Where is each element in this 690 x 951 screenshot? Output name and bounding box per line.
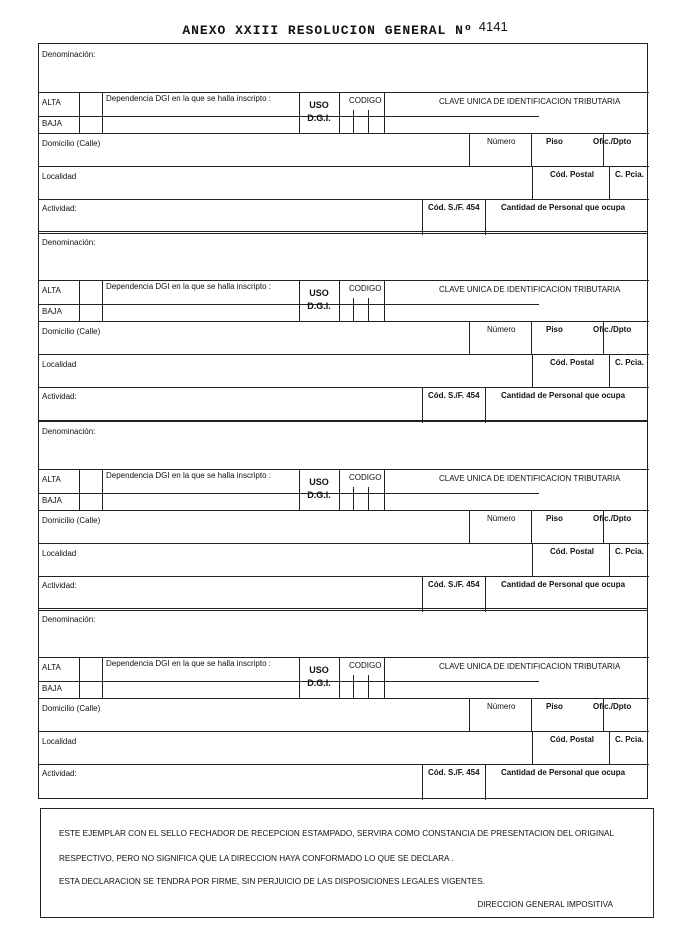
uso-dgi-label — [301, 664, 337, 690]
rule-vertical — [485, 764, 486, 800]
label-numero: Número — [487, 325, 516, 334]
rule-vertical — [368, 487, 369, 510]
label-oficina: Ofic./Dpto — [593, 702, 632, 711]
rule-horizontal — [39, 698, 649, 699]
label-piso: Piso — [546, 702, 563, 711]
rule-vertical — [531, 510, 532, 543]
rule-vertical — [102, 657, 103, 698]
label-cantidad: Cantidad de Personal que ocupa — [501, 580, 626, 589]
registration-block — [38, 420, 648, 611]
label-cantidad: Cantidad de Personal que ocupa — [501, 203, 626, 212]
label-dependencia: Dependencia DGI en la que se halla inscripto : — [106, 659, 271, 668]
label-actividad: Actividad: — [42, 392, 77, 401]
rule-vertical — [79, 92, 80, 133]
rule-vertical — [299, 469, 300, 510]
rule-vertical — [609, 543, 610, 576]
rule-vertical — [299, 657, 300, 698]
label-codigo: CODIGO — [349, 96, 382, 105]
label-uso: USO — [309, 665, 329, 675]
label-numero: Número — [487, 514, 516, 523]
rule-horizontal — [39, 469, 649, 470]
rule-horizontal — [39, 731, 649, 732]
rule-horizontal — [39, 543, 649, 544]
rule-vertical — [469, 133, 470, 166]
rule-vertical — [102, 280, 103, 321]
label-dgi: D.G.I. — [307, 490, 331, 500]
rule-vertical — [485, 387, 486, 423]
rule-vertical — [609, 354, 610, 387]
rule-horizontal — [39, 280, 649, 281]
label-baja: BAJA — [42, 119, 63, 128]
rule-vertical — [532, 543, 533, 576]
rule-horizontal — [39, 166, 649, 167]
label-baja: BAJA — [42, 684, 63, 693]
label-denominacion: Denominación: — [42, 238, 96, 247]
label-clave: CLAVE UNICA DE IDENTIFICACION TRIBUTARIA — [439, 662, 621, 671]
resolution-number: 4141 — [478, 19, 508, 34]
label-provincia: C. Pcia. — [615, 547, 644, 556]
rule-horizontal — [39, 576, 649, 577]
rule-vertical — [609, 166, 610, 199]
label-cod-sf: Cód. S./F. 454 — [428, 203, 480, 212]
rule-vertical — [485, 199, 486, 235]
label-baja: BAJA — [42, 496, 63, 505]
title-text: ANEXO XXIII RESOLUCION GENERAL Nº — [182, 23, 473, 38]
rule-vertical — [299, 280, 300, 321]
rule-vertical — [384, 469, 385, 510]
label-provincia: C. Pcia. — [615, 170, 644, 179]
label-denominacion: Denominación: — [42, 50, 96, 59]
label-cod-postal: Cód. Postal — [550, 358, 595, 367]
label-localidad: Localidad — [42, 360, 77, 369]
uso-dgi-label — [301, 99, 337, 125]
label-oficina: Ofic./Dpto — [593, 137, 632, 146]
label-codigo: CODIGO — [349, 284, 382, 293]
label-clave: CLAVE UNICA DE IDENTIFICACION TRIBUTARIA — [439, 474, 621, 483]
label-numero: Número — [487, 137, 516, 146]
rule-horizontal — [39, 657, 649, 658]
label-cod-sf: Cód. S./F. 454 — [428, 580, 480, 589]
label-dependencia: Dependencia DGI en la que se halla inscripto : — [106, 282, 271, 291]
rule-vertical — [353, 110, 354, 133]
notice-line-3: ESTA DECLARACION SE TENDRA POR FIRME, SIN PERJUICIO DE LAS DISPOSICIONES LEGALES VIGENTES. — [59, 877, 486, 886]
label-alta: ALTA — [42, 475, 61, 484]
rule-horizontal — [39, 199, 649, 200]
label-cantidad: Cantidad de Personal que ocupa — [501, 391, 626, 400]
rule-vertical — [422, 199, 423, 235]
label-provincia: C. Pcia. — [615, 358, 644, 367]
rule-vertical — [339, 280, 340, 321]
label-cantidad: Cantidad de Personal que ocupa — [501, 768, 626, 777]
document-title — [0, 19, 690, 38]
label-piso: Piso — [546, 325, 563, 334]
rule-vertical — [299, 92, 300, 133]
rule-vertical — [384, 657, 385, 698]
rule-horizontal — [39, 354, 649, 355]
label-cod-postal: Cód. Postal — [550, 735, 595, 744]
label-alta: ALTA — [42, 286, 61, 295]
label-dependencia: Dependencia DGI en la que se halla inscripto : — [106, 94, 271, 103]
rule-vertical — [532, 166, 533, 199]
label-uso: USO — [309, 100, 329, 110]
rule-vertical — [353, 675, 354, 698]
rule-horizontal — [39, 321, 649, 322]
rule-vertical — [532, 731, 533, 764]
rule-vertical — [422, 576, 423, 612]
label-dgi: D.G.I. — [307, 113, 331, 123]
notice-box — [40, 808, 654, 918]
rule-vertical — [79, 469, 80, 510]
rule-vertical — [469, 698, 470, 731]
rule-vertical — [102, 469, 103, 510]
label-cod-sf: Cód. S./F. 454 — [428, 391, 480, 400]
label-uso: USO — [309, 477, 329, 487]
label-localidad: Localidad — [42, 549, 77, 558]
label-alta: ALTA — [42, 663, 61, 672]
rule-vertical — [422, 387, 423, 423]
uso-dgi-label — [301, 476, 337, 502]
registration-block — [38, 608, 648, 799]
label-localidad: Localidad — [42, 172, 77, 181]
label-uso: USO — [309, 288, 329, 298]
rule-vertical — [532, 354, 533, 387]
label-actividad: Actividad: — [42, 581, 77, 590]
label-oficina: Ofic./Dpto — [593, 514, 632, 523]
rule-horizontal — [39, 387, 649, 388]
rule-vertical — [368, 110, 369, 133]
label-cod-sf: Cód. S./F. 454 — [428, 768, 480, 777]
label-dependencia: Dependencia DGI en la que se halla inscripto : — [106, 471, 271, 480]
rule-vertical — [79, 657, 80, 698]
notice-signature: DIRECCION GENERAL IMPOSITIVA — [477, 900, 613, 909]
rule-vertical — [368, 298, 369, 321]
uso-dgi-label — [301, 287, 337, 313]
label-numero: Número — [487, 702, 516, 711]
rule-horizontal — [39, 133, 649, 134]
label-denominacion: Denominación: — [42, 615, 96, 624]
label-codigo: CODIGO — [349, 661, 382, 670]
notice-line-1: ESTE EJEMPLAR CON EL SELLO FECHADOR DE RECEPCION ESTAMPADO, SERVIRA COMO CONSTANCIA DE PRESENTACION DEL ORIGINAL — [59, 829, 615, 838]
label-alta: ALTA — [42, 98, 61, 107]
rule-vertical — [531, 321, 532, 354]
rule-vertical — [384, 92, 385, 133]
rule-vertical — [384, 280, 385, 321]
label-clave: CLAVE UNICA DE IDENTIFICACION TRIBUTARIA — [439, 97, 621, 106]
label-localidad: Localidad — [42, 737, 77, 746]
label-cod-postal: Cód. Postal — [550, 170, 595, 179]
rule-vertical — [353, 487, 354, 510]
rule-horizontal — [39, 304, 539, 305]
label-domicilio: Domicilio (Calle) — [42, 704, 101, 713]
rule-vertical — [339, 657, 340, 698]
label-actividad: Actividad: — [42, 204, 77, 213]
rule-vertical — [531, 133, 532, 166]
label-domicilio: Domicilio (Calle) — [42, 327, 101, 336]
label-codigo: CODIGO — [349, 473, 382, 482]
rule-horizontal — [39, 510, 649, 511]
registration-block — [38, 43, 648, 234]
rule-vertical — [469, 321, 470, 354]
label-cod-postal: Cód. Postal — [550, 547, 595, 556]
rule-horizontal — [39, 681, 539, 682]
rule-vertical — [485, 576, 486, 612]
rule-vertical — [353, 298, 354, 321]
rule-vertical — [531, 698, 532, 731]
label-oficina: Ofic./Dpto — [593, 325, 632, 334]
label-provincia: C. Pcia. — [615, 735, 644, 744]
rule-horizontal — [39, 493, 539, 494]
rule-horizontal — [39, 764, 649, 765]
rule-vertical — [339, 469, 340, 510]
rule-vertical — [79, 280, 80, 321]
label-denominacion: Denominación: — [42, 427, 96, 436]
label-dgi: D.G.I. — [307, 301, 331, 311]
label-domicilio: Domicilio (Calle) — [42, 139, 101, 148]
label-piso: Piso — [546, 137, 563, 146]
rule-horizontal — [39, 92, 649, 93]
rule-vertical — [609, 731, 610, 764]
rule-vertical — [469, 510, 470, 543]
label-baja: BAJA — [42, 307, 63, 316]
label-dgi: D.G.I. — [307, 678, 331, 688]
rule-vertical — [422, 764, 423, 800]
notice-line-2: RESPECTIVO, PERO NO SIGNIFICA QUE LA DIRECCION HAYA CONFORMADO LO QUE SE DECLARA . — [59, 854, 454, 863]
rule-vertical — [339, 92, 340, 133]
label-actividad: Actividad: — [42, 769, 77, 778]
rule-horizontal — [39, 116, 539, 117]
label-piso: Piso — [546, 514, 563, 523]
label-domicilio: Domicilio (Calle) — [42, 516, 101, 525]
rule-vertical — [368, 675, 369, 698]
registration-block — [38, 231, 648, 422]
rule-vertical — [102, 92, 103, 133]
label-clave: CLAVE UNICA DE IDENTIFICACION TRIBUTARIA — [439, 285, 621, 294]
